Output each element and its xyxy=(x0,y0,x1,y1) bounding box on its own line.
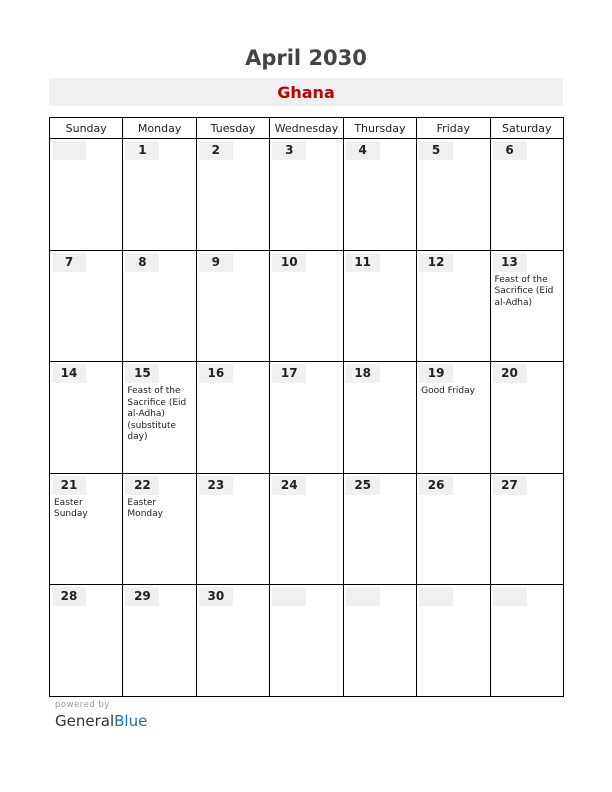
day-number: 18 xyxy=(346,364,380,383)
day-cell xyxy=(123,139,196,251)
brand-general: General xyxy=(55,712,115,730)
day-cell xyxy=(196,362,269,474)
day-number: 4 xyxy=(346,141,380,160)
page-title: April 2030 xyxy=(245,46,367,70)
day-cell xyxy=(343,139,416,251)
week-row xyxy=(50,139,564,251)
day-cell xyxy=(343,585,416,697)
day-cell xyxy=(417,250,490,362)
day-cell xyxy=(490,585,563,697)
day-number: 8 xyxy=(125,253,159,272)
day-number: 2 xyxy=(199,141,233,160)
country-name: Ghana xyxy=(277,83,335,102)
weekday-monday: Monday xyxy=(123,118,196,139)
day-number: 26 xyxy=(419,476,453,495)
brand-blue: Blue xyxy=(114,712,148,730)
day-number: 15 xyxy=(125,364,159,383)
day-number xyxy=(272,587,306,606)
day-number: 7 xyxy=(52,253,86,272)
week-row xyxy=(50,585,564,697)
weekday-saturday: Saturday xyxy=(490,118,563,139)
day-cell xyxy=(50,250,123,362)
day-cell xyxy=(196,250,269,362)
day-number: 21 xyxy=(52,476,86,495)
day-cell xyxy=(343,250,416,362)
brand-logo xyxy=(55,712,147,730)
day-number: 13 xyxy=(493,253,527,272)
holiday-event: Good Friday xyxy=(421,386,475,397)
day-number: 22 xyxy=(125,476,159,495)
day-cell xyxy=(123,362,196,474)
day-cell xyxy=(270,585,343,697)
day-cell xyxy=(50,362,123,474)
country-banner xyxy=(49,78,563,106)
day-cell xyxy=(270,250,343,362)
day-cell xyxy=(270,473,343,585)
day-number: 9 xyxy=(199,253,233,272)
day-cell xyxy=(490,473,563,585)
calendar-body xyxy=(50,139,564,697)
holiday-event: Easter Sunday xyxy=(54,497,88,520)
day-cell xyxy=(196,585,269,697)
day-cell xyxy=(123,473,196,585)
day-cell xyxy=(123,250,196,362)
day-cell xyxy=(417,139,490,251)
day-number: 14 xyxy=(52,364,86,383)
week-row xyxy=(50,473,564,585)
day-number: 5 xyxy=(419,141,453,160)
day-number: 29 xyxy=(125,587,159,606)
day-cell xyxy=(490,139,563,251)
day-cell xyxy=(417,362,490,474)
powered-by-label: powered by xyxy=(55,700,110,710)
day-cell xyxy=(50,139,123,251)
day-cell xyxy=(343,362,416,474)
day-cell xyxy=(417,585,490,697)
weekday-thursday: Thursday xyxy=(343,118,416,139)
day-cell xyxy=(270,139,343,251)
day-number: 6 xyxy=(493,141,527,160)
day-number: 27 xyxy=(493,476,527,495)
weekday-header-row xyxy=(50,118,564,139)
calendar-grid xyxy=(49,117,564,697)
weekday-sunday: Sunday xyxy=(50,118,123,139)
day-number: 16 xyxy=(199,364,233,383)
day-number: 30 xyxy=(199,587,233,606)
day-number xyxy=(52,141,86,160)
day-number: 3 xyxy=(272,141,306,160)
day-cell xyxy=(490,362,563,474)
holiday-event: Easter Monday xyxy=(127,497,163,520)
day-number: 12 xyxy=(419,253,453,272)
day-cell xyxy=(270,362,343,474)
day-number: 19 xyxy=(419,364,453,383)
day-number: 23 xyxy=(199,476,233,495)
holiday-event: Feast of the Sacrifice (Eid al-Adha) xyxy=(494,274,554,308)
day-number: 25 xyxy=(346,476,380,495)
day-number xyxy=(346,587,380,606)
day-number xyxy=(419,587,453,606)
day-number: 10 xyxy=(272,253,306,272)
day-cell xyxy=(196,139,269,251)
day-cell xyxy=(417,473,490,585)
footer xyxy=(55,700,147,730)
weekday-friday: Friday xyxy=(417,118,490,139)
day-cell xyxy=(196,473,269,585)
day-cell xyxy=(123,585,196,697)
weekday-tuesday: Tuesday xyxy=(196,118,269,139)
week-row xyxy=(50,362,564,474)
holiday-event: Feast of the Sacrifice (Eid al-Adha) (substitute day) xyxy=(127,386,187,443)
weekday-wednesday: Wednesday xyxy=(270,118,343,139)
day-cell xyxy=(343,473,416,585)
day-cell xyxy=(50,473,123,585)
day-number xyxy=(493,587,527,606)
day-number: 20 xyxy=(493,364,527,383)
day-number: 11 xyxy=(346,253,380,272)
day-cell xyxy=(490,250,563,362)
day-number: 1 xyxy=(125,141,159,160)
day-number: 17 xyxy=(272,364,306,383)
week-row xyxy=(50,250,564,362)
day-number: 24 xyxy=(272,476,306,495)
day-number: 28 xyxy=(52,587,86,606)
day-cell xyxy=(50,585,123,697)
